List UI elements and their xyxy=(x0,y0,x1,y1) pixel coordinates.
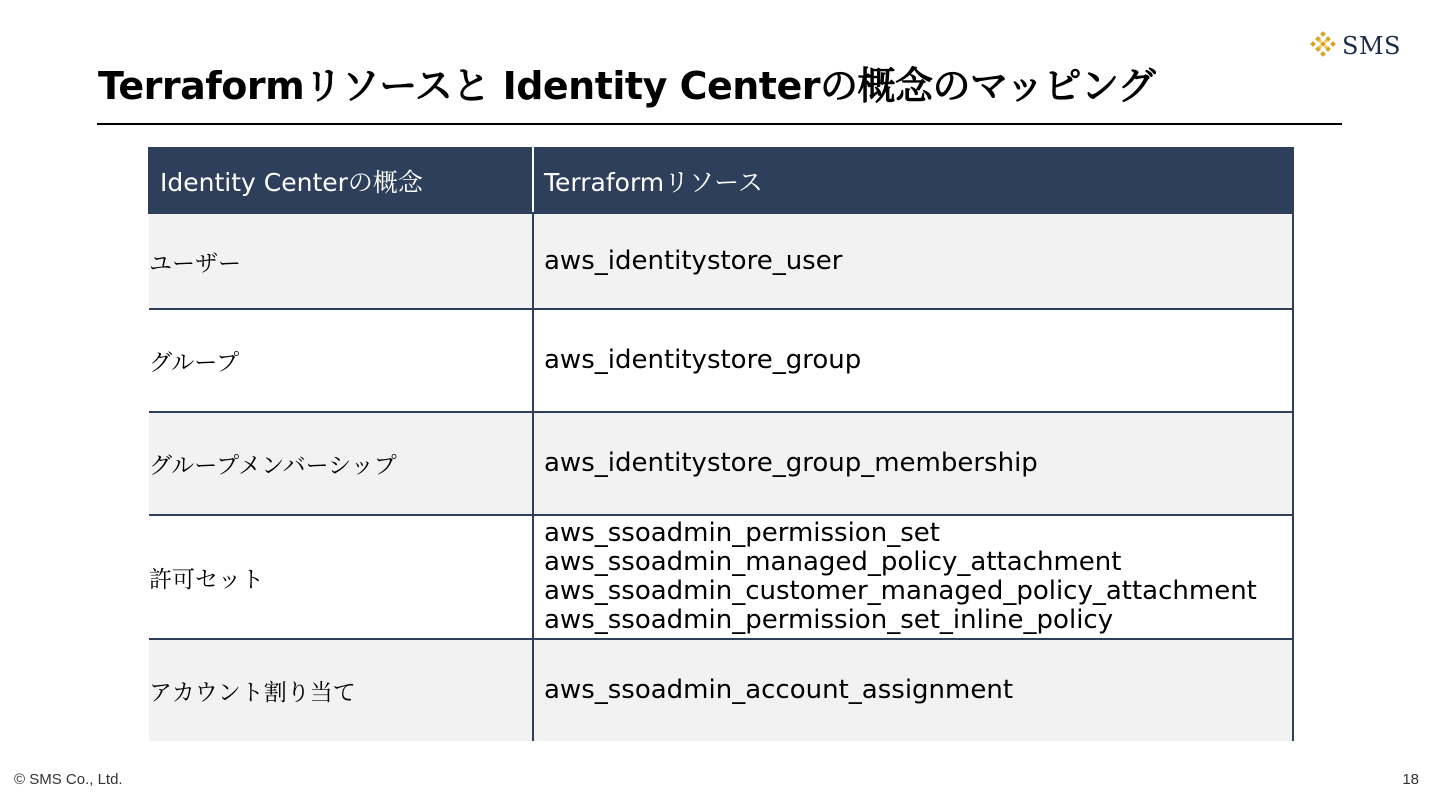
concept-cell: 許可セット xyxy=(149,515,533,639)
header-concept: Identity Centerの概念 xyxy=(149,148,533,213)
resource-cell xyxy=(533,515,1293,639)
footer-copyright: © SMS Co., Ltd. xyxy=(14,771,123,788)
table-row xyxy=(149,515,1293,639)
resource-name: aws_ssoadmin_permission_set xyxy=(544,518,940,548)
resource-cell xyxy=(533,213,1293,309)
resource-name: aws_ssoadmin_managed_policy_attachment xyxy=(544,547,1122,577)
resource-name: aws_ssoadmin_customer_managed_policy_attachment xyxy=(544,576,1257,606)
concept-cell: ユーザー xyxy=(149,213,533,309)
resource-name: aws_ssoadmin_account_assignment xyxy=(544,675,1014,705)
table-row xyxy=(149,639,1293,741)
mapping-table xyxy=(148,147,1294,741)
company-logo xyxy=(1308,30,1401,62)
resource-name: aws_identitystore_group xyxy=(544,345,862,375)
concept-cell: グループ xyxy=(149,309,533,412)
logo-text: SMS xyxy=(1342,32,1401,60)
concept-cell: グループメンバーシップ xyxy=(149,412,533,515)
page-number: 18 xyxy=(1402,771,1419,788)
header-resource: Terraformリソース xyxy=(533,148,1293,213)
table-row xyxy=(149,309,1293,412)
table-row xyxy=(149,412,1293,515)
table-row xyxy=(149,213,1293,309)
diamond-pattern-icon xyxy=(1308,31,1338,61)
resource-cell xyxy=(533,309,1293,412)
resource-name: aws_ssoadmin_permission_set_inline_policy xyxy=(544,605,1114,635)
title-divider xyxy=(97,123,1342,125)
resource-cell xyxy=(533,412,1293,515)
concept-cell: アカウント割り当て xyxy=(149,639,533,741)
resource-cell xyxy=(533,639,1293,741)
slide-title: Terraformリソースと Identity Centerの概念のマッピング xyxy=(98,64,1156,108)
resource-name: aws_identitystore_user xyxy=(544,245,843,276)
resource-name: aws_identitystore_group_membership xyxy=(544,448,1038,478)
table-header-row xyxy=(149,148,1293,213)
